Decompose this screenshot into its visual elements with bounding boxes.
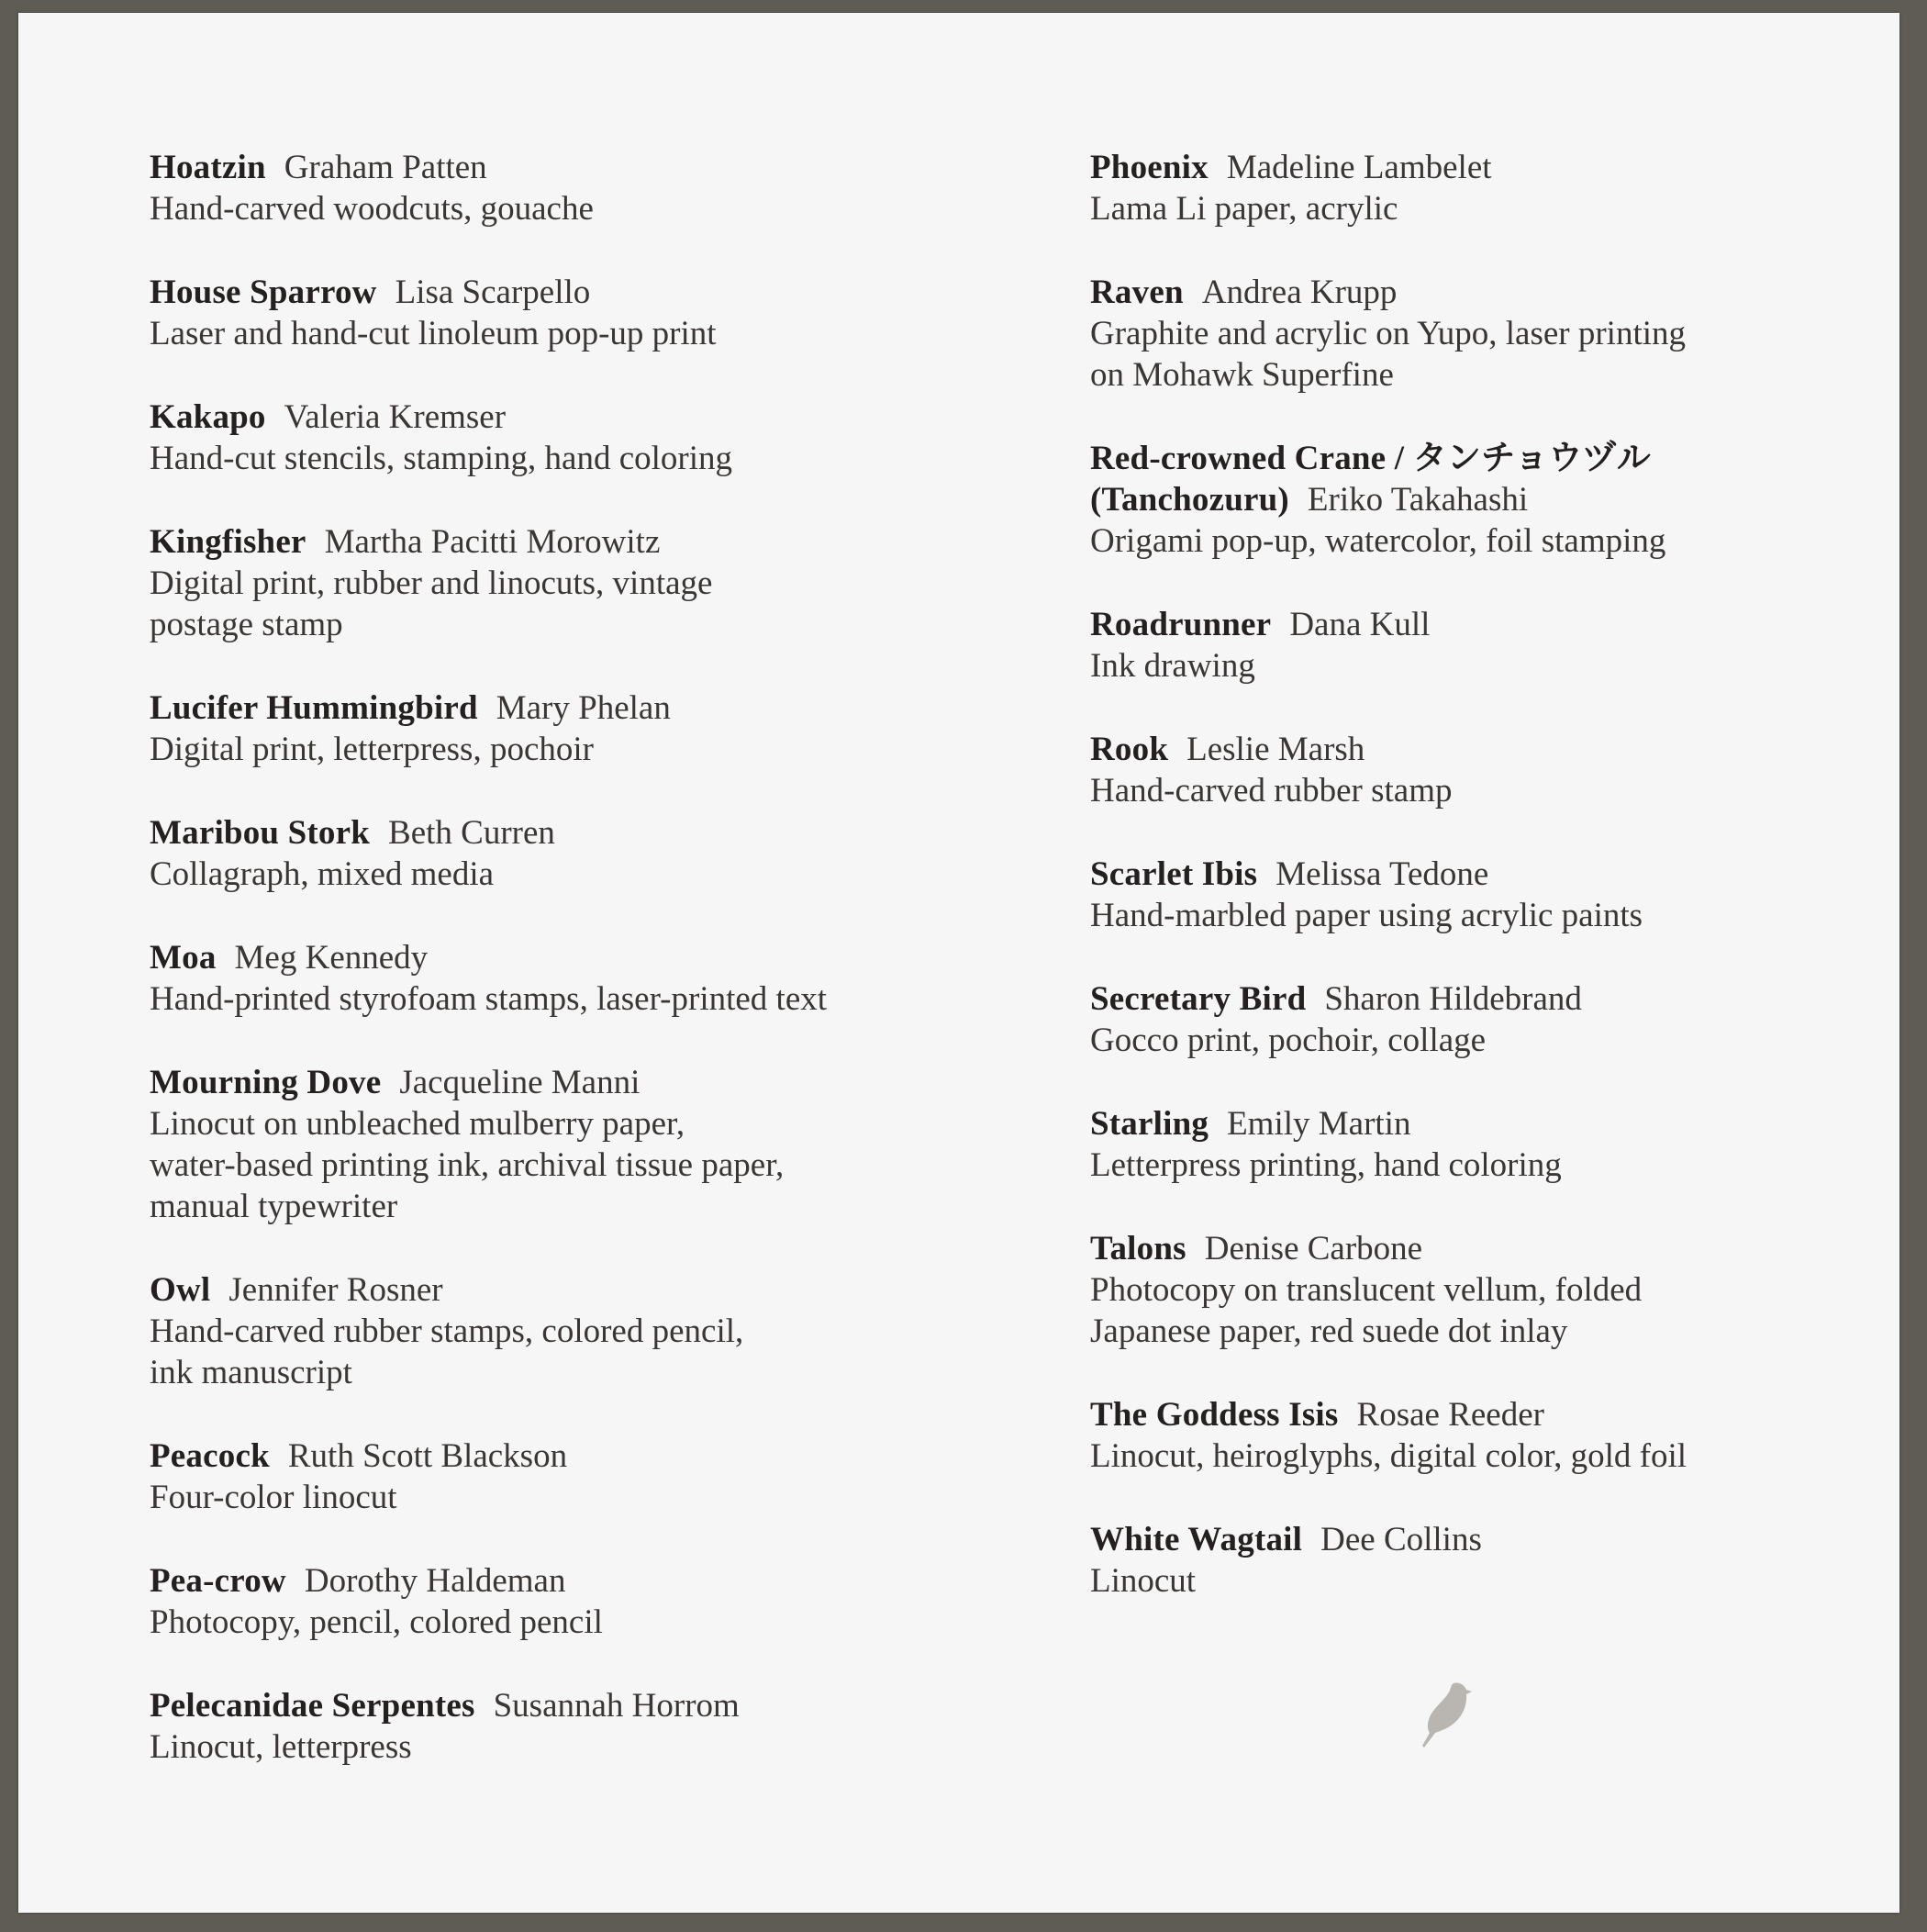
entry-media: Digital print, letterpress, pochoir	[150, 731, 594, 768]
entry-kingfisher	[150, 521, 920, 645]
entry-owl	[150, 1269, 920, 1393]
entry-artist: Eriko Takahashi	[1307, 481, 1529, 519]
entry-media: Ink drawing	[1090, 647, 1255, 685]
entry-artist: Jacqueline Manni	[399, 1064, 640, 1101]
entry-media: Photocopy on translucent vellum, folded Japanese paper, red suede dot inlay	[1090, 1271, 1643, 1350]
entry-title: Red-crowned Crane / タンチョウヅル	[1090, 440, 1651, 477]
entry-artist: Beth Curren	[388, 814, 555, 852]
entry-media: Laser and hand-cut linoleum pop-up print	[150, 315, 717, 352]
entry-title: Peacock	[150, 1437, 270, 1475]
entry-title: Moa	[150, 939, 217, 977]
entry-media: Hand-carved rubber stamps, colored pencil, ink manuscript	[150, 1312, 744, 1391]
entry-artist: Emily Martin	[1227, 1105, 1411, 1143]
entry-artist: Meg Kennedy	[234, 939, 429, 977]
entry-house-sparrow	[150, 272, 920, 354]
entry-talons	[1090, 1228, 1861, 1352]
entry-artist: Leslie Marsh	[1186, 731, 1365, 768]
entry-media: Hand-printed styrofoam stamps, laser-printed text	[150, 980, 828, 1018]
entry-artist: Dana Kull	[1289, 606, 1431, 643]
entry-title: Mourning Dove	[150, 1064, 382, 1101]
entry-artist: Susannah Horrom	[493, 1687, 740, 1725]
entry-title: White Wagtail	[1090, 1521, 1303, 1558]
entry-media: Gocco print, pochoir, collage	[1090, 1022, 1487, 1059]
entry-artist: Valeria Kremser	[284, 398, 507, 436]
entry-title: Kakapo	[150, 398, 266, 436]
entry-title: Pelecanidae Serpentes	[150, 1687, 475, 1725]
entry-mourning-dove	[150, 1062, 920, 1227]
entry-media: Linocut, heiroglyphs, digital color, gold foil	[1090, 1437, 1688, 1475]
entry-phoenix	[1090, 147, 1861, 229]
entry-artist: Jennifer Rosner	[228, 1271, 443, 1309]
right-column	[1090, 147, 1861, 1644]
entry-media: Linocut on unbleached mulberry paper, water-based printing ink, archival tissue paper, manual typewriter	[150, 1105, 785, 1225]
entry-media: Hand-cut stencils, stamping, hand coloring	[150, 440, 733, 477]
entry-media: Hand-carved rubber stamp	[1090, 772, 1453, 810]
entry-media: Collagraph, mixed media	[150, 855, 495, 893]
entry-scarlet-ibis	[1090, 854, 1861, 936]
entry-media: Letterpress printing, hand coloring	[1090, 1146, 1562, 1184]
entry-title: House Sparrow	[150, 274, 377, 311]
entry-title-continued: (Tanchozuru)	[1090, 481, 1289, 519]
entry-artist: Denise Carbone	[1204, 1230, 1423, 1268]
entry-maribou-stork	[150, 812, 920, 895]
entry-artist: Martha Pacitti Morowitz	[324, 523, 661, 561]
entry-artist: Rosae Reeder	[1356, 1396, 1544, 1434]
entry-title: Roadrunner	[1090, 606, 1272, 643]
entry-lucifer-hummingbird	[150, 687, 920, 770]
entry-artist: Mary Phelan	[496, 689, 671, 727]
entry-artist: Dorothy Haldeman	[304, 1562, 566, 1600]
entry-title: Starling	[1090, 1105, 1209, 1143]
entry-title: Secretary Bird	[1090, 980, 1307, 1018]
entry-media: Origami pop-up, watercolor, foil stamping	[1090, 522, 1666, 560]
entry-white-wagtail	[1090, 1519, 1861, 1602]
entry-artist: Lisa Scarpello	[395, 274, 591, 311]
entry-media: Four-color linocut	[150, 1479, 397, 1516]
entry-title: Raven	[1090, 274, 1184, 311]
entry-artist: Graham Patten	[284, 149, 487, 186]
entry-media: Hand-marbled paper using acrylic paints	[1090, 897, 1643, 934]
entry-title: Pea-crow	[150, 1562, 286, 1600]
entry-media: Linocut	[1090, 1562, 1197, 1600]
entry-starling	[1090, 1103, 1861, 1186]
entry-media: Digital print, rubber and linocuts, vintage postage stamp	[150, 564, 713, 643]
entry-kakapo	[150, 396, 920, 479]
entry-artist: Ruth Scott Blackson	[287, 1437, 568, 1475]
entry-secretary-bird	[1090, 978, 1861, 1061]
entry-the-goddess-isis	[1090, 1394, 1861, 1477]
entry-roadrunner	[1090, 604, 1861, 687]
entry-title: Rook	[1090, 731, 1169, 768]
entry-title: Scarlet Ibis	[1090, 855, 1258, 893]
entry-media: Linocut, letterpress	[150, 1728, 412, 1766]
entry-media: Photocopy, pencil, colored pencil	[150, 1603, 603, 1641]
entry-artist: Melissa Tedone	[1275, 855, 1489, 893]
left-column	[150, 147, 920, 1810]
entry-peacock	[150, 1435, 920, 1518]
entry-pea-crow	[150, 1560, 920, 1643]
entry-media: Graphite and acrylic on Yupo, laser printing on Mohawk Superfine	[1090, 315, 1687, 394]
entry-pelecanidae-serpentes	[150, 1685, 920, 1768]
entry-artist: Madeline Lambelet	[1226, 149, 1492, 186]
entry-title: The Goddess Isis	[1090, 1396, 1339, 1434]
catalog-page	[18, 13, 1899, 1913]
entry-title: Talons	[1090, 1230, 1186, 1268]
entry-title: Hoatzin	[150, 149, 266, 186]
entry-title: Owl	[150, 1271, 211, 1309]
entry-title: Lucifer Hummingbird	[150, 689, 478, 727]
entry-artist: Dee Collins	[1320, 1521, 1482, 1558]
entry-media: Lama Li paper, acrylic	[1090, 190, 1398, 228]
entry-media: Hand-carved woodcuts, gouache	[150, 190, 594, 228]
entry-raven	[1090, 272, 1861, 396]
entry-artist: Andrea Krupp	[1201, 274, 1398, 311]
entry-hoatzin	[150, 147, 920, 229]
entry-title: Phoenix	[1090, 149, 1209, 186]
entry-artist: Sharon Hildebrand	[1324, 980, 1582, 1018]
entry-moa	[150, 937, 920, 1020]
entry-title: Maribou Stork	[150, 814, 371, 852]
entry-title: Kingfisher	[150, 523, 306, 561]
entry-rook	[1090, 729, 1861, 811]
bird-icon	[1417, 1678, 1476, 1751]
entry-red-crowned-crane	[1090, 438, 1861, 562]
